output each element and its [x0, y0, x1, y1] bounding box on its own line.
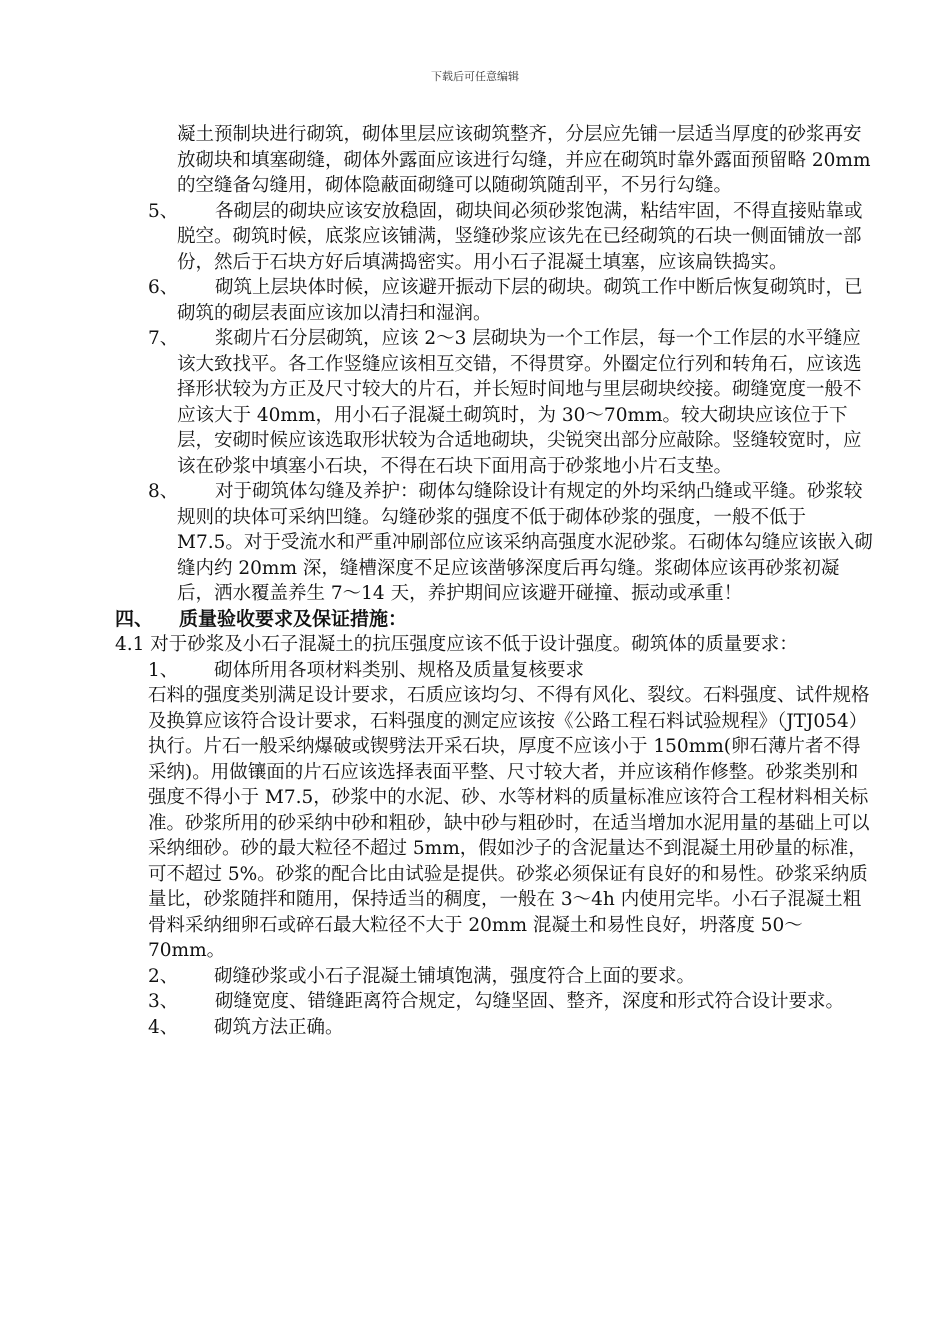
item-1-body: 石料的强度类别满足设计要求，石质应该均匀、不得有风化、裂纹。石料强度、试件规格及换算应该符合设计要求，石料强度的测定应该按《公路工程石料试验规程》（JTJ054）执行。片石一般采纳爆破或锲劈法开采石块，厚度不应该小于 150mm(卵石薄片者不得采纳)。用做镶面的片石应该选择表面平整、尺寸较大者，并应该稍作修整。砂浆类别和强度不得小于 M7.5，砂浆中的水泥、砂、水等材料的质量标准应该符合工程材料相关标准。砂浆所用的砂采纳中砂和粗砂，缺中砂与粗砂时，在适当增加水泥用量的基础上可以采纳细砂。砂的最大粒径不超过 5mm，假如沙子的含泥量达不到混凝土用砂量的标准，可不超过 5%。砂浆的配合比由试验是提供。砂浆必须保证有良好的和易性。砂浆采纳质量比，砂浆随拌和随用，保持适当的稠度，一般在 3～4h 内使用完毕。小石子混凝土粗骨料采纳细卵石或碎石最大粒径不大于 20mm 混凝土和易性良好，坍落度 50～70mm。 [148, 685, 870, 961]
list-item-4 [115, 1015, 875, 1041]
item-number: 5、 [148, 200, 179, 222]
list-item-7 [115, 326, 875, 479]
document-body [115, 122, 875, 1040]
item-text: 砌体所用各项材料类别、规格及质量复核要求 [214, 659, 585, 681]
item-number: 3、 [148, 991, 179, 1012]
item-number: 2、 [148, 965, 179, 987]
list-item-2 [115, 964, 875, 990]
list-item-1 [115, 658, 875, 684]
item-number: 7、 [148, 328, 179, 349]
list-item-5 [115, 199, 875, 276]
section-intro: 4.1 对于砂浆及小石子混凝土的抗压强度应该不低于设计强度。砌筑体的质量要求： [115, 634, 798, 655]
item-number: 4、 [148, 1016, 179, 1038]
item-text: 对于砌筑体勾缝及养护：砌体勾缝除设计有规定的外均采纳凸缝或平缝。砂浆较规则的块体可采纳凹缝。勾缝砂浆的强度不低于砌体砂浆的强度，一般不低于 M7.5。对于受流水和严重冲刷部位应该采纳高强度水泥砂浆。石砌体勾缝应该嵌入砌缝内约 20mm 深，缝槽深度不足应该凿够深度后再勾缝。浆砌体应该再砂浆初凝后，洒水覆盖养生 7～14 天，养护期间应该避开碰撞、振动或承重！ [177, 481, 873, 604]
item-text: 砌缝砂浆或小石子混凝土铺填饱满，强度符合上面的要求。 [214, 965, 696, 987]
item-number: 1、 [148, 659, 179, 681]
item-text: 砌筑上层块体时候，应该避开振动下层的砌块。砌筑工作中断后恢复砌筑时，已砌筑的砌层表面应该加以清扫和湿润。 [177, 277, 863, 324]
list-item-8 [115, 479, 875, 607]
section-heading [115, 607, 875, 633]
item-text: 各砌层的砌块应该安放稳固，砌块间必须砂浆饱满，粘结牢固，不得直接贴靠或脱空。砌筑时候，底浆应该铺满，竖缝砂浆应该先在已经砌筑的石块一侧面铺放一部份，然后于石块方好后填满捣密实。用小石子混凝土填塞，应该扁铁捣实。 [177, 200, 863, 273]
continuation-paragraph: 凝土预制块进行砌筑，砌体里层应该砌筑整齐，分层应先铺一层适当厚度的砂浆再安放砌块和填塞砌缝，砌体外露面应该进行勾缝，并应在砌筑时靠外露面预留略 20mm 的空缝备勾缝用，砌体隐蔽面砌缝可以随砌筑随刮平，不另行勾缝。 [177, 124, 871, 196]
section-title: 质量验收要求及保证措施： [179, 607, 408, 630]
list-item-6 [115, 275, 875, 326]
item-text: 砌筑方法正确。 [214, 1016, 344, 1038]
item-text: 砌缝宽度、错缝距离符合规定，勾缝坚固、整齐，深度和形式符合设计要求。 [215, 991, 845, 1012]
list-item-3 [115, 989, 875, 1015]
section-number: 四、 [115, 607, 154, 630]
item-text: 浆砌片石分层砌筑，应该 2～3 层砌块为一个工作层，每一个工作层的水平缝应该大致找平。各工作竖缝应该相互交错，不得贯穿。外圈定位行列和转角石，应该选择形状较为方正及尺寸较大的片石，并长短时间地与里层砌块绞接。砌缝宽度一般不应该大于 40mm，用小石子混凝土砌筑时，为 30～70mm。较大砌块应该位于下层，安砌时候应该选取形状较为合适地砌块，尖锐突出部分应敲除。竖缝较宽时，应该在砂浆中填塞小石块，不得在石块下面用高于砂浆地小片石支垫。 [177, 328, 862, 477]
item-number: 8、 [148, 481, 179, 502]
page-header: 下载后可任意编辑 [431, 70, 519, 83]
item-number: 6、 [148, 277, 179, 298]
